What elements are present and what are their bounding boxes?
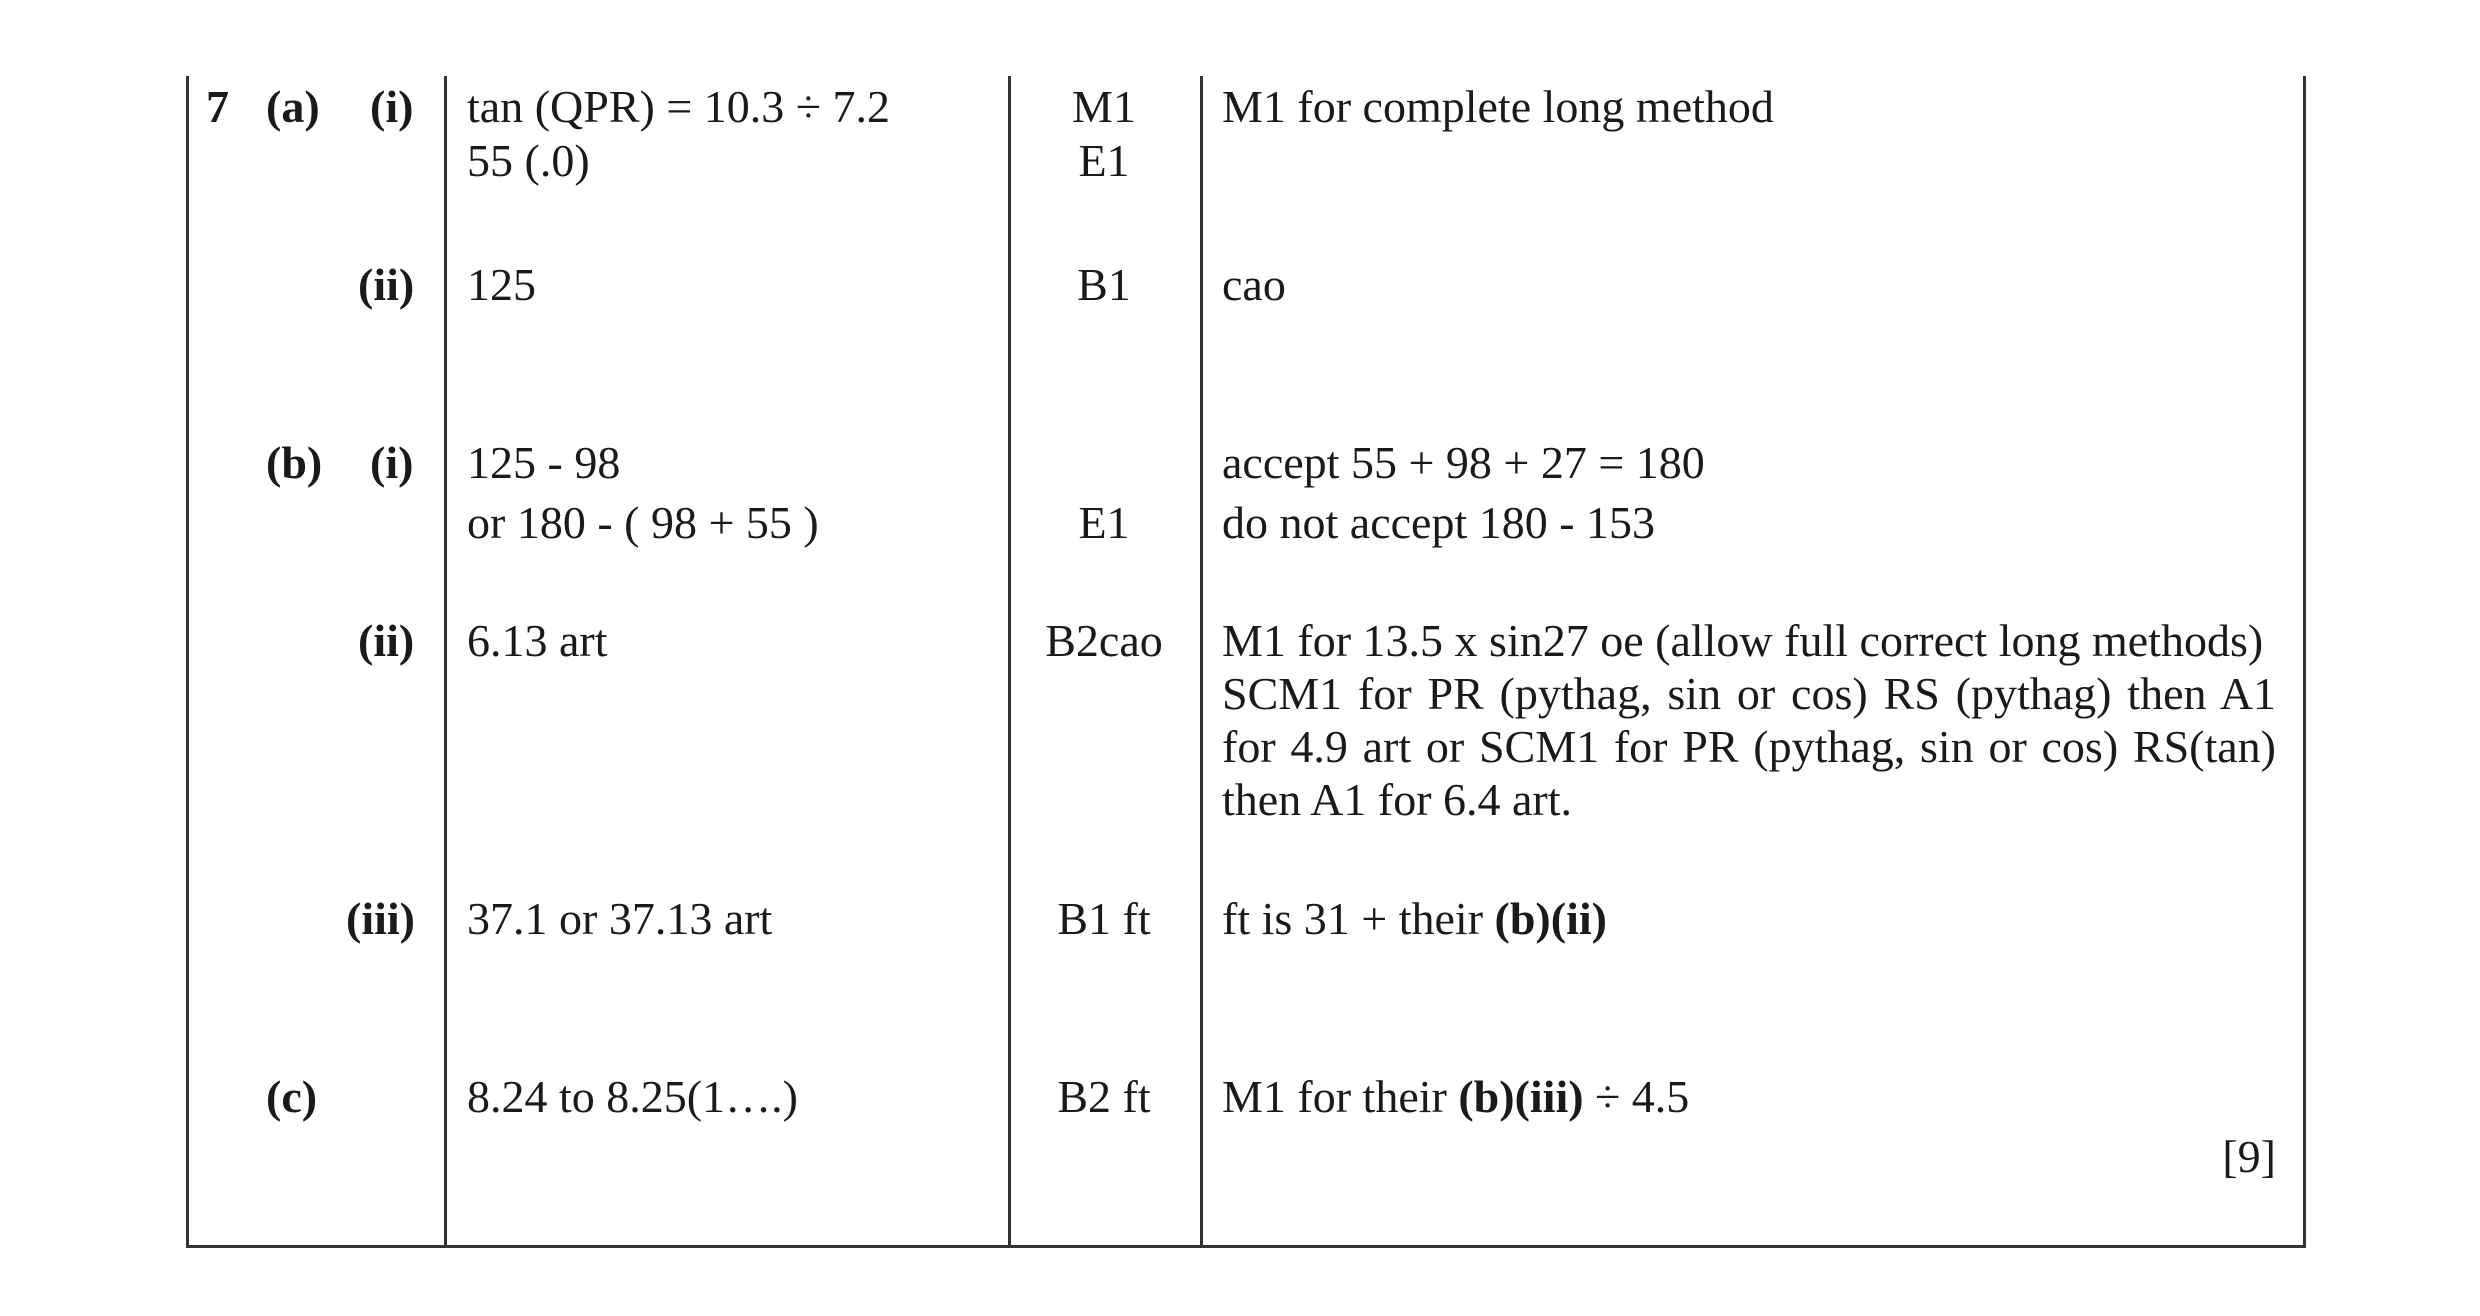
guidance-line: ft is 31 + their (b)(ii) [1222,893,1607,944]
answer-line: 125 - 98 [467,437,621,488]
sub-part-label: (i) [370,437,414,488]
answer-line: tan (QPR) = 10.3 ÷ 7.2 [467,81,891,132]
table-border-bottom [186,1245,2306,1248]
answer-line: 37.1 or 37.13 art [467,893,773,944]
sub-part-label: (iii) [346,893,415,944]
table-border-left [186,76,189,1248]
mark-code: E1 [1078,135,1130,186]
mark-code: M1 [1072,81,1136,132]
answer-line: 8.24 to 8.25(1….) [467,1071,798,1122]
mark-code: B1 [1077,259,1131,310]
guidance-line: for 4.9 art or SCM1 for PR (pythag, sin or cos) RS(tan) [1222,721,2276,772]
guidance-line: cao [1222,259,1286,310]
part-label: (c) [266,1071,318,1122]
sub-part-label: (ii) [358,615,415,666]
mark-code: B2cao [1045,615,1163,666]
mark-code: B1 ft [1057,893,1151,944]
answer-line: 6.13 art [467,615,608,666]
guidance-line: then A1 for 6.4 art. [1222,774,1573,825]
guidance-line: M1 for complete long method [1222,81,1774,132]
guidance-line: M1 for their (b)(iii) ÷ 4.5 [1222,1071,1690,1122]
guidance-line: do not accept 180 - 153 [1222,497,1656,548]
part-label: (a) [266,81,320,132]
mark-code: B2 ft [1057,1071,1151,1122]
answer-line: 55 (.0) [467,135,590,186]
column-divider-label [444,76,447,1248]
guidance-line: SCM1 for PR (pythag, sin or cos) RS (pythag) then A1 [1222,668,2276,719]
mark-code: E1 [1078,497,1130,548]
sub-part-label: (ii) [358,259,415,310]
answer-line: or 180 - ( 98 + 55 ) [467,497,819,548]
answer-line: 125 [467,259,536,310]
part-label: (b) [266,437,323,488]
guidance-line: accept 55 + 98 + 27 = 180 [1222,437,1705,488]
total-marks: [9] [2222,1131,2276,1182]
question-number: 7 [206,81,229,132]
sub-part-label: (i) [370,81,414,132]
guidance-line: M1 for 13.5 x sin27 oe (allow full correct long methods) [1222,615,2264,666]
table-border-right [2303,76,2306,1248]
